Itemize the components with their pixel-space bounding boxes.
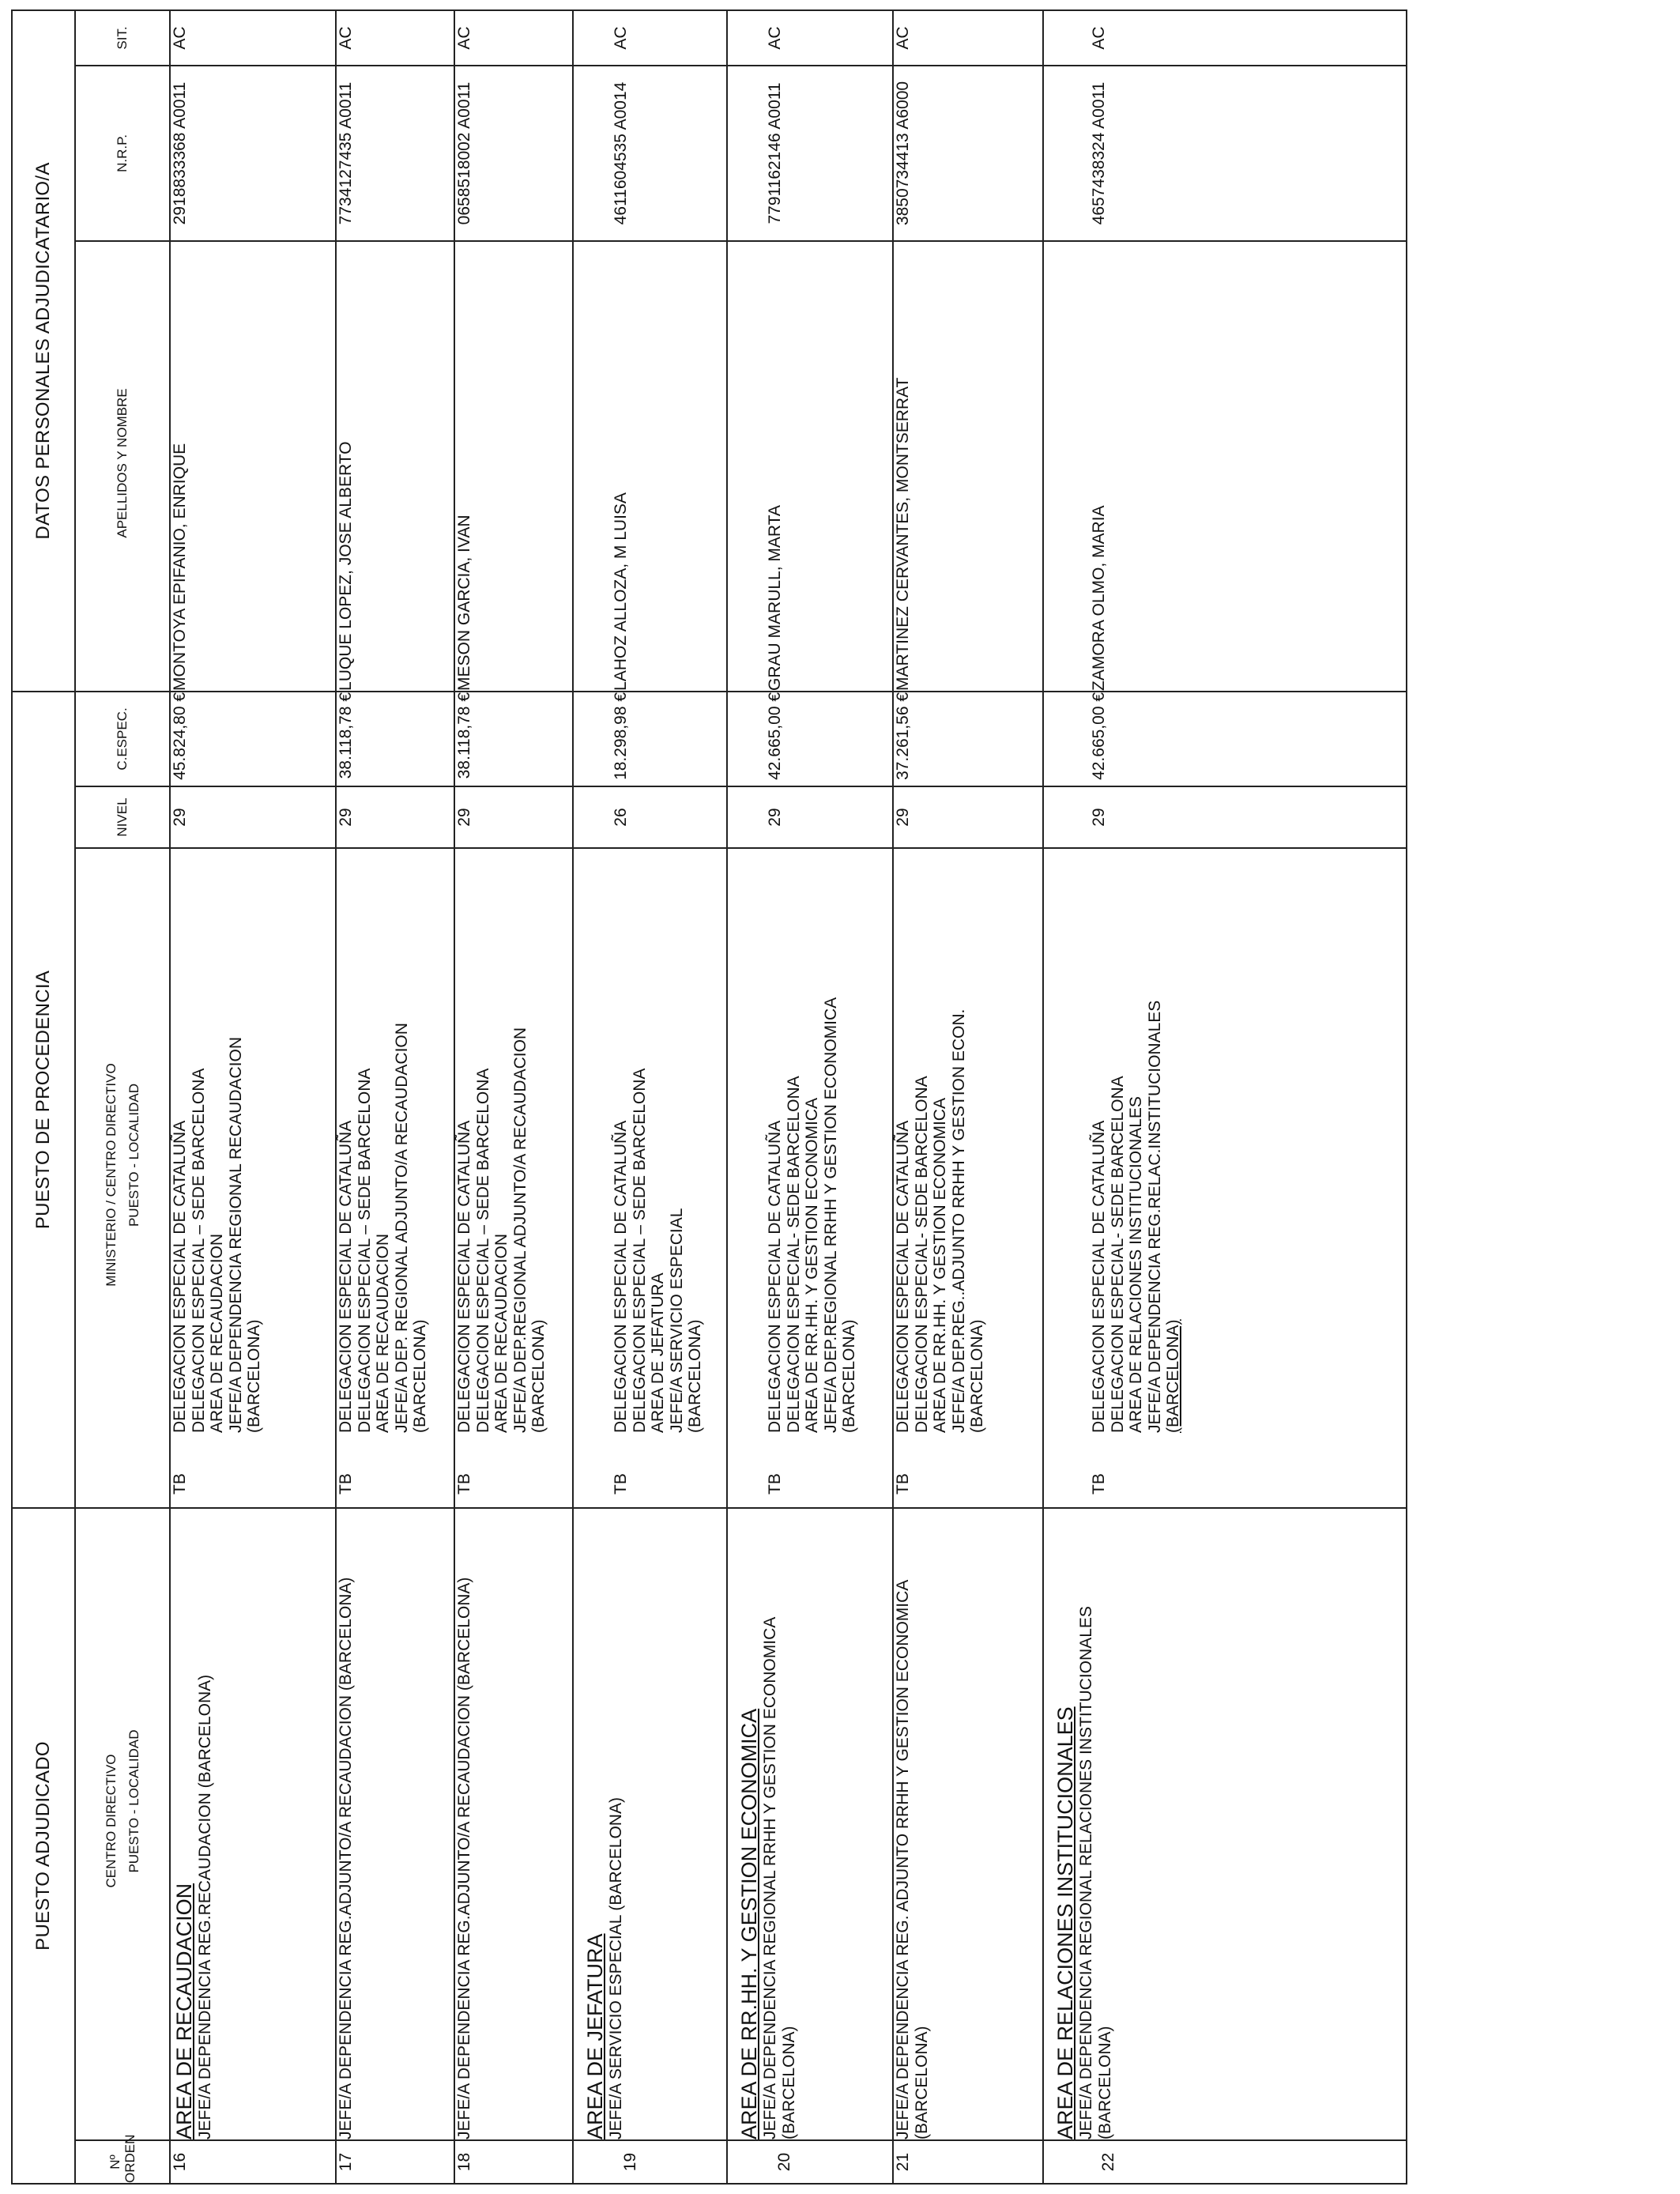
puesto-text: JEFE/A DEPENDENCIA REGIONAL RRHH Y GESTION ECONOMICA: [761, 1616, 780, 2139]
nivel-cell: 29: [1043, 786, 1407, 848]
procedencia-line: (BARCELONA): [968, 1319, 987, 1433]
nombre-cell: MARTINEZ CERVANTES, MONTSERRAT: [893, 241, 1043, 692]
puesto-cell: [454, 1508, 573, 2140]
puesto-text-2: (BARCELONA): [779, 2026, 798, 2139]
procedencia-line: DELEGACION ESPECIAL DE CATALUÑA: [455, 1120, 473, 1433]
procedencia-line: AREA DE RECAUDACION: [374, 1233, 393, 1433]
nrp-header: N.R.P.: [75, 66, 170, 241]
procedencia-line: DELEGACION ESPECIAL- SEDE BARCELONA: [784, 1076, 803, 1433]
nivel-header: NIVEL: [75, 786, 170, 848]
procedencia-line: (BARCELONA): [245, 1319, 264, 1433]
procedencia-line: DELEGACION ESPECIAL – SEDE BARCELONA: [355, 1068, 374, 1433]
procedencia-line: DELEGACION ESPECIAL- SEDE BARCELONA: [1108, 1076, 1127, 1433]
orden-cell: 16: [170, 2140, 336, 2184]
nombre-cell: MESON GARCIA, IVAN: [454, 241, 573, 692]
procedencia-cell: [573, 848, 727, 1508]
table-row: [336, 10, 454, 2184]
puesto-cell: [727, 1508, 893, 2140]
procedencia-line: AREA DE RECAUDACION: [492, 1233, 511, 1433]
datos-personales-header: DATOS PERSONALES ADJUDICATARIO/A: [12, 10, 75, 692]
nrp-cell: 7791162146 A0011: [727, 66, 893, 241]
procedencia-line: DELEGACION ESPECIAL DE CATALUÑA: [171, 1120, 189, 1433]
orden-cell: 20: [727, 2140, 893, 2184]
puesto-text: JEFE/A DEPENDENCIA REG.RECAUDACION (BARCELONA): [196, 1674, 215, 2139]
nrp-cell: 4611604535 A0014: [573, 66, 727, 241]
procedencia-line: (BARCELONA): [411, 1319, 430, 1433]
procedencia-line: JEFE/A DEPENDENCIA REGIONAL RECAUDACION: [226, 1037, 245, 1433]
procedencia-line: JEFE/A DEP. REGIONAL ADJUNTO/A RECAUDACION: [392, 1023, 411, 1433]
puesto-text: JEFE/A SERVICIO ESPECIAL (BARCELONA): [607, 1797, 626, 2139]
table-row: [573, 10, 727, 2184]
apellidos-nombre-label: APELLIDOS Y NOMBRE: [115, 388, 130, 538]
cespec-cell: 38.118,78 €: [336, 692, 454, 786]
column-header-row: [75, 10, 170, 2184]
table-row: [454, 10, 573, 2184]
cespec-cell: 38.118,78 €: [454, 692, 573, 786]
table-row: [170, 10, 336, 2184]
procedencia-line: JEFE/A DEPENDENCIA REG.RELAC.INSTITUCIONALES: [1145, 1000, 1164, 1433]
procedencia-cell: [336, 848, 454, 1508]
nombre-cell: LUQUE LOPEZ, JOSE ALBERTO: [336, 241, 454, 692]
ministerio-centro-label: MINISTERIO / CENTRO DIRECTIVO: [103, 1063, 119, 1287]
centro-directivo-label: CENTRO DIRECTIVO: [103, 1754, 119, 1888]
procedencia-cell: [727, 848, 893, 1508]
nivel-cell: 29: [893, 786, 1043, 848]
procedencia-cell: [893, 848, 1043, 1508]
tb-label: TB: [171, 1473, 189, 1495]
puesto-cell: [170, 1508, 336, 2140]
table-row: [727, 10, 893, 2184]
procedencia-line: DELEGACION ESPECIAL DE CATALUÑA: [612, 1120, 630, 1433]
sit-cell: AC: [727, 10, 893, 66]
apellidos-nombre-header: [75, 241, 170, 692]
cespec-cell: 18.298,98 €: [573, 692, 727, 786]
sit-cell: AC: [893, 10, 1043, 66]
puesto-procedencia-header: PUESTO DE PROCEDENCIA: [12, 692, 75, 1508]
procedencia-line: AREA DE RECAUDACION: [208, 1233, 227, 1433]
procedencia-line: AREA DE RR.HH. Y GESTION ECONOMICA: [931, 1098, 950, 1433]
puesto-text-2: (BARCELONA): [1095, 2026, 1114, 2139]
sit-cell: AC: [573, 10, 727, 66]
procedencia-line: (BARCELONA): [686, 1319, 705, 1433]
nivel-cell: 29: [336, 786, 454, 848]
procedencia-line: DELEGACION ESPECIAL – SEDE BARCELONA: [473, 1068, 492, 1433]
tb-label: TB: [894, 1473, 912, 1495]
nombre-cell: MONTOYA EPIFANIO, ENRIQUE: [170, 241, 336, 692]
procedencia-line: DELEGACION ESPECIAL DE CATALUÑA: [337, 1120, 355, 1433]
nrp-cell: 7734127435 A0011: [336, 66, 454, 241]
puesto-cell: [893, 1508, 1043, 2140]
puesto-text: JEFE/A DEPENDENCIA REG. ADJUNTO RRHH Y GESTION ECONOMICA: [894, 1579, 912, 2139]
nombre-cell: ZAMORA OLMO, MARIA: [1043, 241, 1407, 692]
tb-label: TB: [337, 1473, 355, 1495]
nrp-cell: 2918833368 A0011: [170, 66, 336, 241]
puesto-cell: [336, 1508, 454, 2140]
orden-cell: 19: [573, 2140, 727, 2184]
nivel-cell: 29: [454, 786, 573, 848]
sit-cell: AC: [170, 10, 336, 66]
puesto-text: JEFE/A DEPENDENCIA REGIONAL RELACIONES INSTITUCIONALES: [1077, 1606, 1096, 2139]
procedencia-line: JEFE/A SERVICIO ESPECIAL: [667, 1208, 686, 1433]
puesto-localidad-label-2: PUESTO - LOCALIDAD: [126, 1083, 141, 1227]
procedencia-cell: [1043, 848, 1407, 1508]
nivel-cell: 29: [170, 786, 336, 848]
sit-cell: AC: [1043, 10, 1407, 66]
puesto-adjudicado-header: PUESTO ADJUDICADO: [12, 1508, 75, 2184]
nivel-cell: 26: [573, 786, 727, 848]
procedencia-line: AREA DE JEFATURA: [649, 1272, 668, 1433]
nombre-cell: GRAU MARULL, MARTA: [727, 241, 893, 692]
section-title: AREA DE RELACIONES INSTITUCIONALES: [1053, 1706, 1077, 2139]
section-title: AREA DE RECAUDACION: [172, 1883, 196, 2139]
centro-puesto-header: [75, 1508, 170, 2140]
procedencia-line: AREA DE RR.HH. Y GESTION ECONOMICA: [803, 1098, 822, 1433]
procedencia-line: (BARCELONA): [529, 1319, 548, 1433]
puesto-text-2: (BARCELONA): [912, 2026, 931, 2139]
procedencia-line: DELEGACION ESPECIAL – SEDE BARCELONA: [630, 1068, 649, 1433]
section-title: AREA DE RR.HH. Y GESTION ECONOMICA: [737, 1708, 761, 2139]
sit-cell: AC: [454, 10, 573, 66]
puesto-text: JEFE/A DEPENDENCIA REG.ADJUNTO/A RECAUDACION (BARCELONA): [455, 1577, 473, 2139]
puesto-cell: [1043, 1508, 1407, 2140]
adjudication-table: [11, 9, 1407, 2185]
procedencia-line: (BARCELONA): [1164, 1319, 1183, 1433]
orden-cell: 21: [893, 2140, 1043, 2184]
puesto-text: JEFE/A DEPENDENCIA REG.ADJUNTO/A RECAUDACION (BARCELONA): [337, 1577, 355, 2139]
procedencia-line: JEFE/A DEP.REG..ADJUNTO RRHH Y GESTION ECON.: [949, 1008, 968, 1433]
procedencia-line: DELEGACION ESPECIAL DE CATALUÑA: [1090, 1120, 1108, 1433]
sit-header: SIT.: [75, 10, 170, 66]
tb-label: TB: [766, 1473, 784, 1495]
nivel-cell: 29: [727, 786, 893, 848]
cespec-header: C.ESPEC.: [75, 692, 170, 786]
procedencia-line: DELEGACION ESPECIAL- SEDE BARCELONA: [912, 1076, 931, 1433]
table-row: [893, 10, 1043, 2184]
procedencia-line: (BARCELONA): [840, 1319, 859, 1433]
cespec-cell: 42.665,00 €: [1043, 692, 1407, 786]
nrp-cell: 0658518002 A0011: [454, 66, 573, 241]
tb-label: TB: [1090, 1473, 1108, 1495]
orden-header: Nº ORDEN: [75, 2140, 170, 2184]
procedencia-line: DELEGACION ESPECIAL DE CATALUÑA: [766, 1120, 784, 1433]
cespec-cell: 42.665,00 €: [727, 692, 893, 786]
orden-cell: 17: [336, 2140, 454, 2184]
tb-label: TB: [455, 1473, 473, 1495]
group-header-row: [12, 10, 75, 2184]
tb-label: TB: [612, 1473, 630, 1495]
orden-cell: 22: [1043, 2140, 1407, 2184]
table-row: [1043, 10, 1407, 2184]
cespec-cell: 37.261,56 €: [893, 692, 1043, 786]
orden-cell: 18: [454, 2140, 573, 2184]
sit-cell: AC: [336, 10, 454, 66]
puesto-localidad-label: PUESTO - LOCALIDAD: [126, 1729, 141, 1873]
nrp-cell: 3850734413 A6000: [893, 66, 1043, 241]
puesto-cell: [573, 1508, 727, 2140]
procedencia-line: DELEGACION ESPECIAL DE CATALUÑA: [894, 1120, 912, 1433]
cespec-cell: 45.824,80 €: [170, 692, 336, 786]
procedencia-line: JEFE/A DEP.REGIONAL RRHH Y GESTION ECONOMICA: [821, 997, 840, 1433]
nrp-cell: 4657438324 A0011: [1043, 66, 1407, 241]
procedencia-cell: [454, 848, 573, 1508]
nombre-cell: LAHOZ ALLOZA, M LUISA: [573, 241, 727, 692]
procedencia-cell: [170, 848, 336, 1508]
procedencia-line: DELEGACION ESPECIAL – SEDE BARCELONA: [189, 1068, 208, 1433]
section-title: AREA DE JEFATURA: [583, 1933, 607, 2139]
procedencia-line: AREA DE RELACIONES INSTITUCIONALES: [1127, 1096, 1146, 1433]
ministerio-puesto-header: [75, 848, 170, 1508]
procedencia-line: JEFE/A DEP.REGIONAL ADJUNTO/A RECAUDACION: [510, 1027, 529, 1433]
